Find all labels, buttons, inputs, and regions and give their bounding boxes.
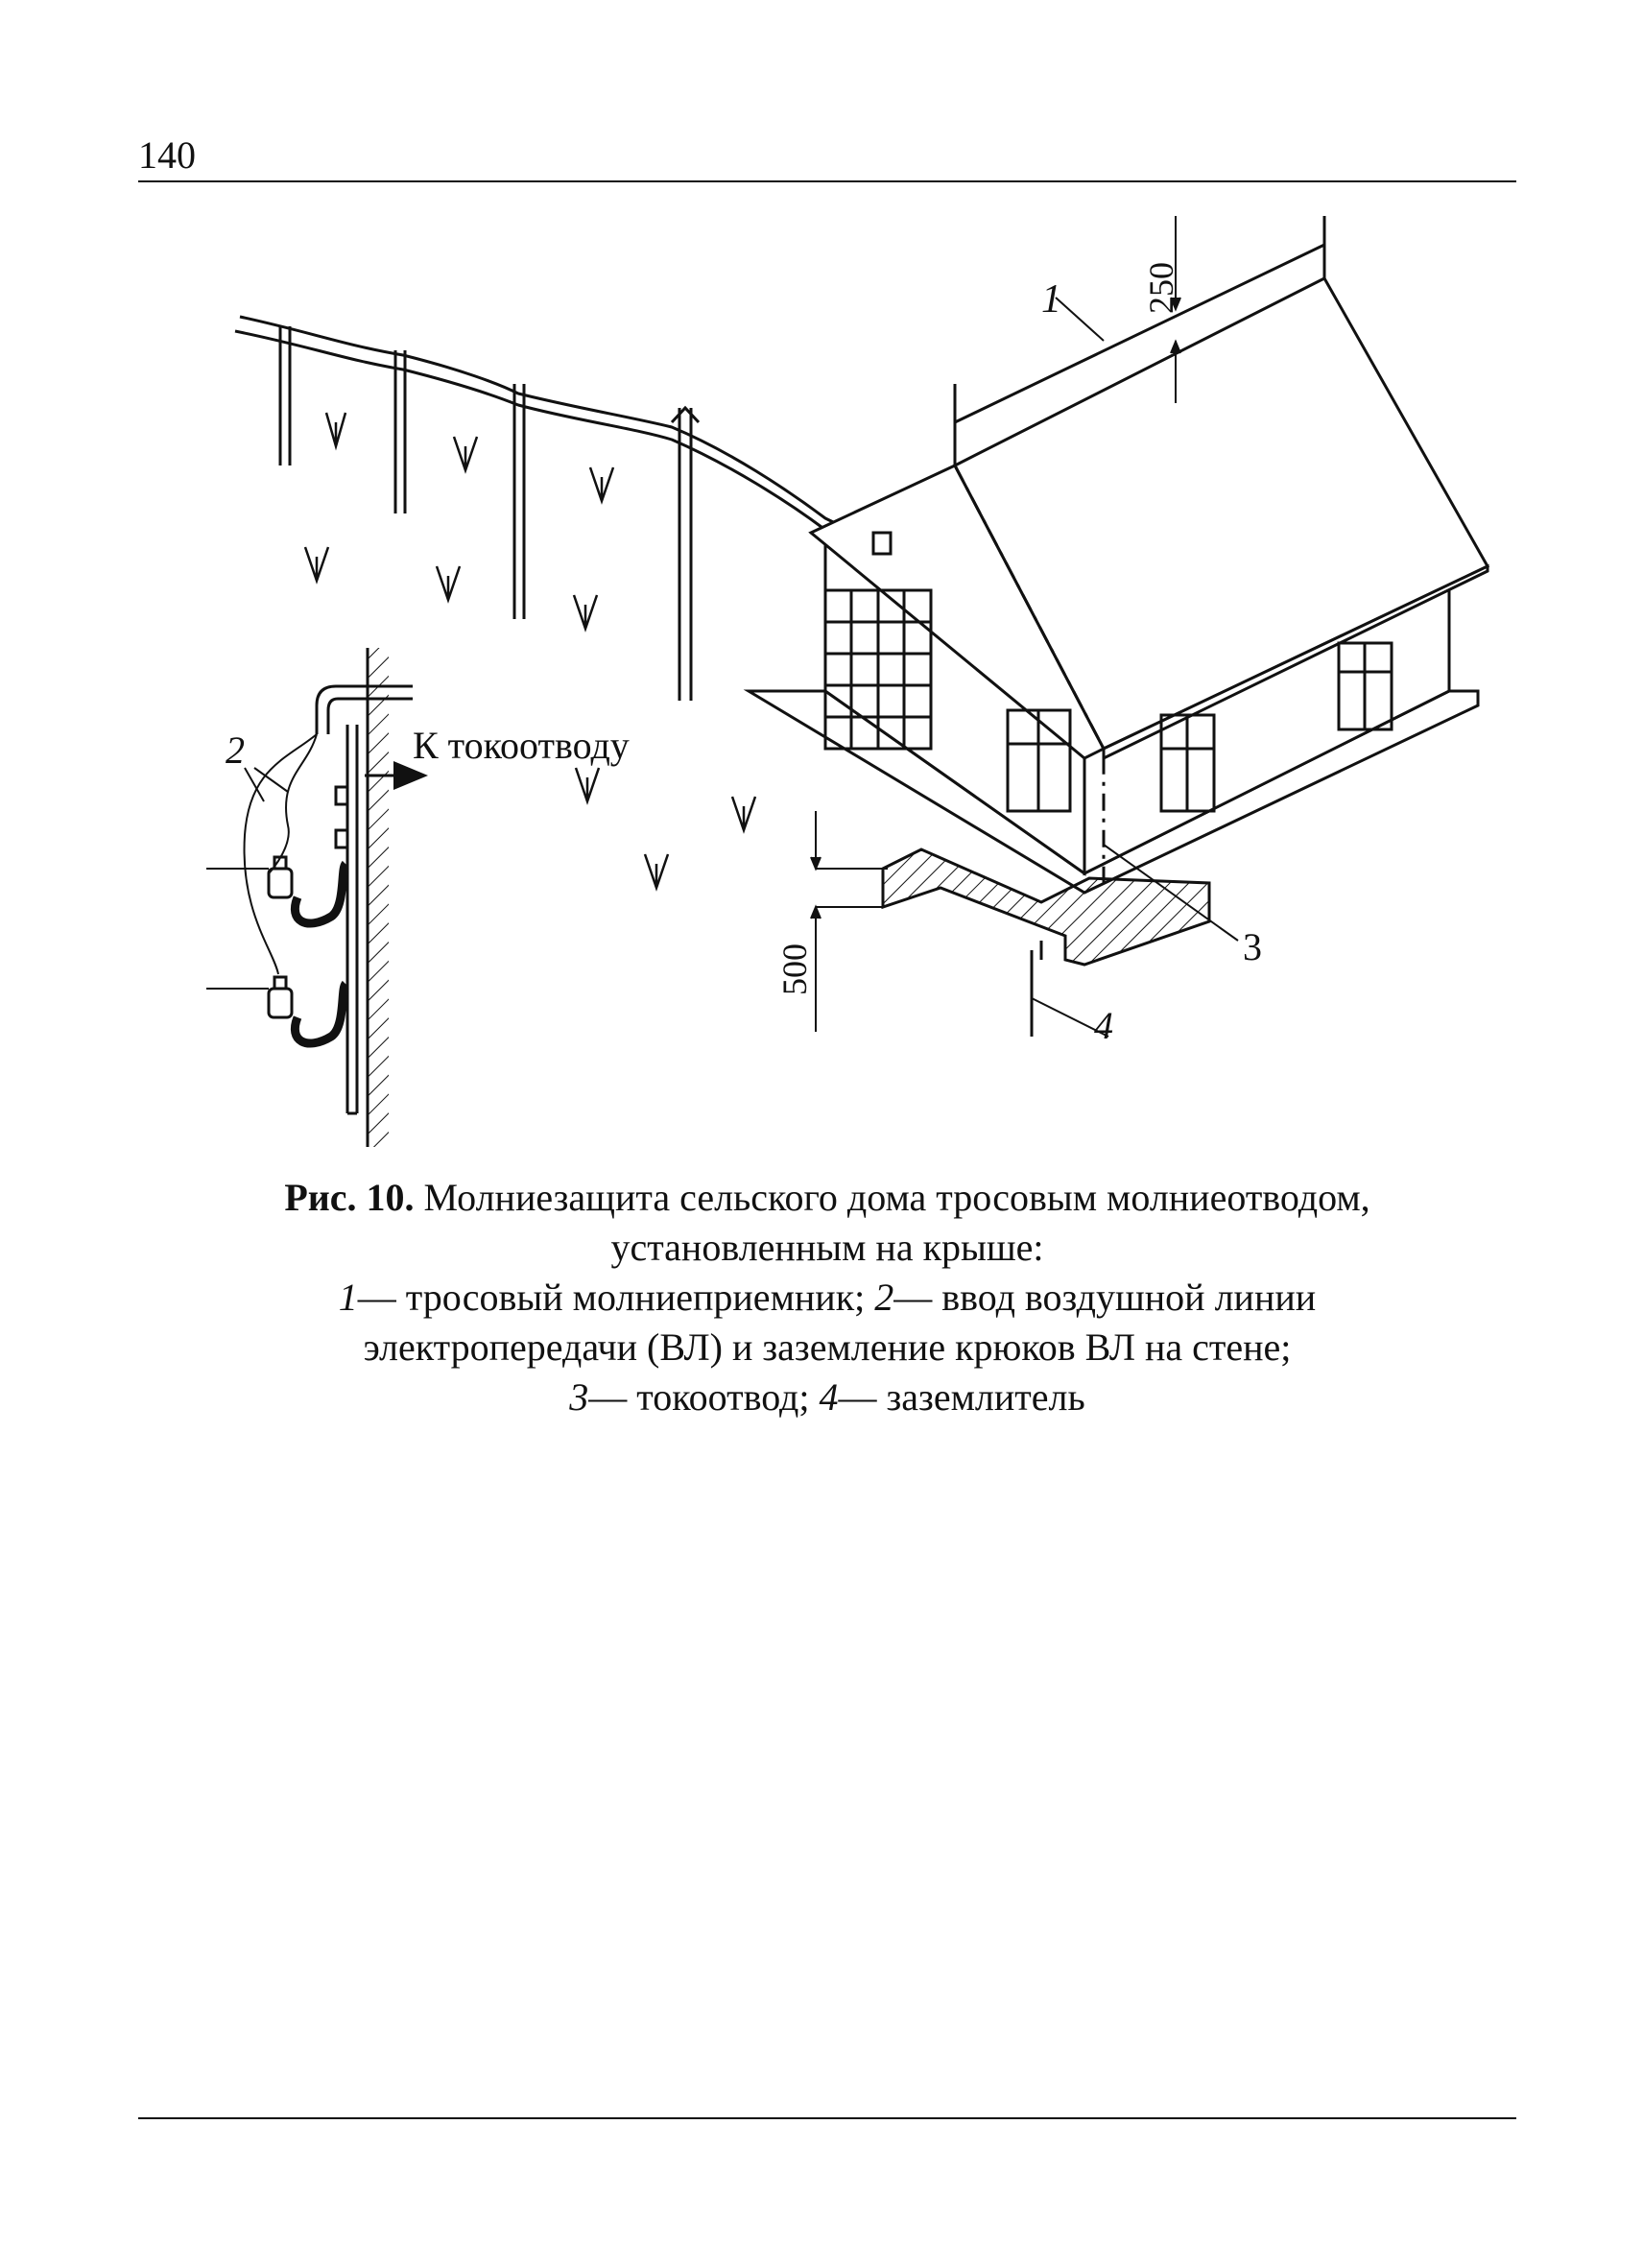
- caption-line-2: установленным на крыше:: [610, 1226, 1044, 1269]
- callout-2: 2: [226, 728, 245, 772]
- figure-caption: [138, 1173, 1516, 1422]
- caption-item-1-text: — тросовый молниеприемник;: [357, 1276, 875, 1319]
- callout-1: 1: [1041, 277, 1061, 322]
- inset-wall-detail: [206, 648, 422, 1147]
- caption-line-3: [138, 1273, 1516, 1323]
- caption-item-3-num: 3: [569, 1375, 589, 1419]
- callout-3: 3: [1243, 925, 1262, 968]
- caption-title-1: Молниезащита сельского дома тросовым молниеотводом,: [423, 1176, 1370, 1219]
- caption-item-2-num: 2: [874, 1276, 894, 1319]
- foundation: [883, 849, 1209, 1037]
- caption-item-3-text: — токоотвод;: [588, 1375, 820, 1419]
- arrow-label-to-downconductor: К токоотводу: [413, 724, 630, 767]
- caption-line-1: [138, 1173, 1516, 1223]
- caption-item-1-num: 1: [338, 1276, 358, 1319]
- page-number: 140: [138, 133, 196, 177]
- callout-4: 4: [1094, 1004, 1113, 1047]
- caption-line-5: [138, 1373, 1516, 1422]
- dim-250-label: 250: [1142, 262, 1180, 314]
- dim-500-label: 500: [775, 943, 814, 995]
- caption-item-4-text: — заземлитель: [838, 1375, 1085, 1419]
- dimension-500: [811, 811, 888, 1032]
- caption-item-4-num: 4: [819, 1375, 839, 1419]
- caption-line-4: электропередачи (ВЛ) и заземление крюков ВЛ на стене;: [363, 1325, 1292, 1369]
- caption-item-2-text: — ввод воздушной линии: [893, 1276, 1317, 1319]
- house: [749, 216, 1488, 893]
- caption-label: Рис. 10.: [284, 1176, 415, 1219]
- footer-rule: [138, 2117, 1516, 2119]
